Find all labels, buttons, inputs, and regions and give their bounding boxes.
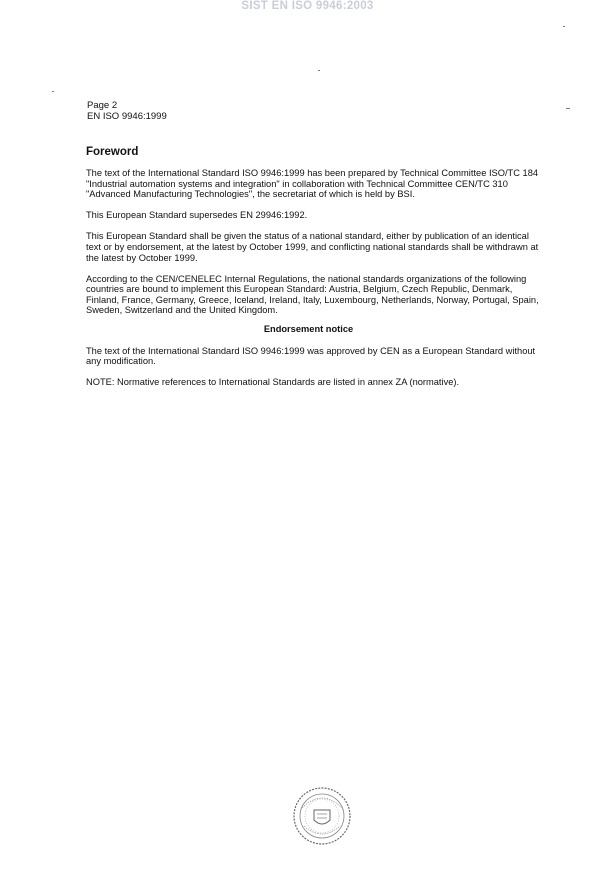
foreword-paragraph: The text of the International Standard ISO 9946:1999 has been prepared by Technical Committee ISO/TC 184 "Industrial automation systems and integration" in collaboration with Technical Committee CEN/TC 310 "Advanced Manufacturing Technologies", the secretariat of which is held by BSI.	[86, 168, 539, 200]
foreword-paragraph: According to the CEN/CENELEC Internal Regulations, the national standards organizations of the following countries are bound to implement this European Standard: Austria, Belgium, Czech Republic, Denmark, Finland, France, Germany, Greece, Iceland, Ireland, Italy, Luxembourg, Netherlands, Norway, Portugal, Spain, Sweden, Switzerland and the United Kingdom.	[86, 273, 539, 316]
foreword-paragraph: This European Standard shall be given the status of a national standard, either by publication of an identical text or by endorsement, at the latest by October 1999, and conflicting national standards shall be withdrawn at the latest by October 1999.	[86, 231, 539, 263]
scan-speck	[563, 26, 565, 27]
scan-speck	[52, 91, 54, 92]
page-number: Page 2	[87, 100, 118, 111]
foreword-paragraph: This European Standard supersedes EN 29946:1992.	[86, 210, 308, 221]
endorsement-paragraph: The text of the International Standard ISO 9946:1999 was approved by CEN as a European Standard without any modification.	[86, 345, 536, 367]
document-body	[86, 168, 541, 398]
seal-stamp-icon	[292, 786, 352, 846]
watermark: SIST EN ISO 9946:2003	[241, 0, 374, 12]
scan-speck	[566, 108, 570, 109]
endorsement-note: NOTE: Normative references to International Standards are listed in annex ZA (normative).	[86, 377, 460, 388]
endorsement-heading: Endorsement notice	[263, 324, 354, 335]
foreword-heading: Foreword	[86, 146, 139, 158]
scan-speck	[318, 70, 320, 71]
standard-reference: EN ISO 9946:1999	[87, 111, 167, 122]
page-header	[87, 100, 167, 122]
